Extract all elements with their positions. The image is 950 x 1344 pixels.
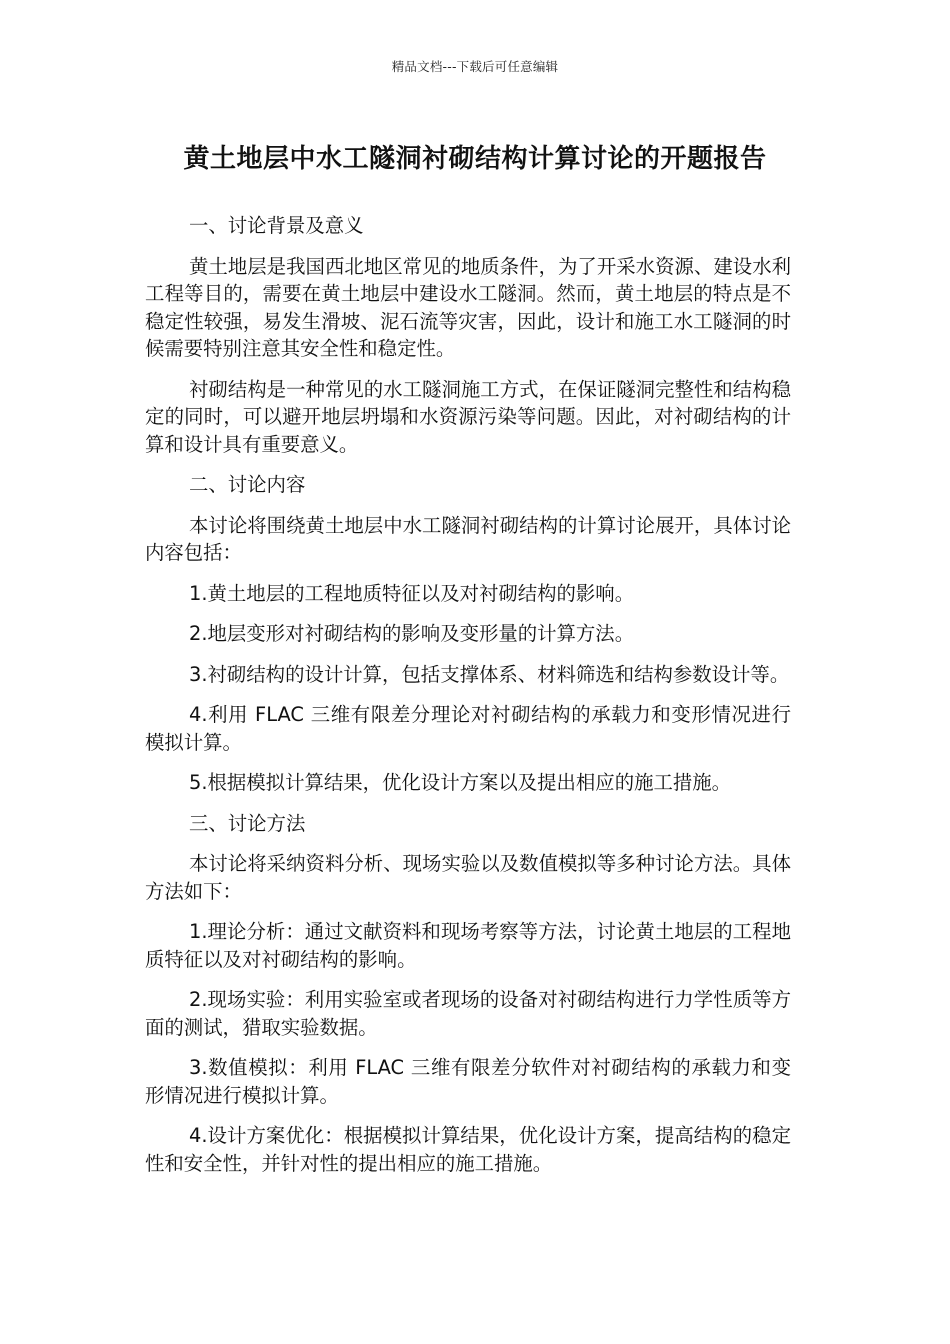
list-item-content-1: 1.黄土地层的工程地质特征以及对衬砌结构的影响。 [189,581,635,605]
list-item-method-2: 2.现场实验：利用实验室或者现场的设备对衬砌结构进行力学性质等方面的测试，猎取实验数据。 [145,988,791,1039]
list-item-content-2: 2.地层变形对衬砌结构的影响及变形量的计算方法。 [189,622,635,645]
list-item-method-4: 4.设计方案优化：根据模拟计算结果，优化设计方案，提高结构的稳定性和安全性，并针对性的提出相应的施工措施。 [145,1124,791,1175]
paragraph-lining-significance: 衬砌结构是一种常见的水工隧洞施工方式，在保证隧洞完整性和结构稳定的同时，可以避开地层坍塌和水资源污染等问题。因此，对衬砌结构的计算和设计具有重要意义。 [145,377,791,456]
list-item-method-3: 3.数值模拟：利用 FLAC 三维有限差分软件对衬砌结构的承载力和变形情况进行模拟计算。 [145,1056,791,1107]
list-item-content-3: 3.衬砌结构的设计计算，包括支撑体系、材料筛选和结构参数设计等。 [189,662,790,686]
paragraph-content-intro: 本讨论将围绕黄土地层中水工隧洞衬砌结构的计算讨论展开，具体讨论内容包括： [145,513,791,564]
list-item-content-5: 5.根据模拟计算结果，优化设计方案以及提出相应的施工措施。 [189,771,732,794]
section-heading-background: 一、讨论背景及意义 [189,214,364,237]
paragraph-methods-intro: 本讨论将采纳资料分析、现场实验以及数值模拟等多种讨论方法。具体方法如下： [145,852,791,903]
document-title: 黄土地层中水工隧洞衬砌结构计算讨论的开题报告 [183,144,767,174]
list-item-method-1: 1.理论分析：通过文献资料和现场考察等方法，讨论黄土地层的工程地质特征以及对衬砌结构的影响。 [145,920,791,971]
paragraph-loess-background: 黄土地层是我国西北地区常见的地质条件，为了开采水资源、建设水利工程等目的，需要在黄土地层中建设水工隧洞。然而，黄土地层的特点是不稳定性较强，易发生滑坡、泥石流等灾害，因此，设计和施工水工隧洞的时候需要特别注意其安全性和稳定性。 [145,254,791,360]
section-heading-methods: 三、讨论方法 [189,811,306,835]
section-heading-content: 二、讨论内容 [189,473,306,496]
header-note: 精品文档---下载后可任意编辑 [391,59,559,74]
list-item-content-4: 4.利用 FLAC 三维有限差分理论对衬砌结构的承载力和变形情况进行模拟计算。 [145,703,791,754]
document-body [145,212,791,1190]
